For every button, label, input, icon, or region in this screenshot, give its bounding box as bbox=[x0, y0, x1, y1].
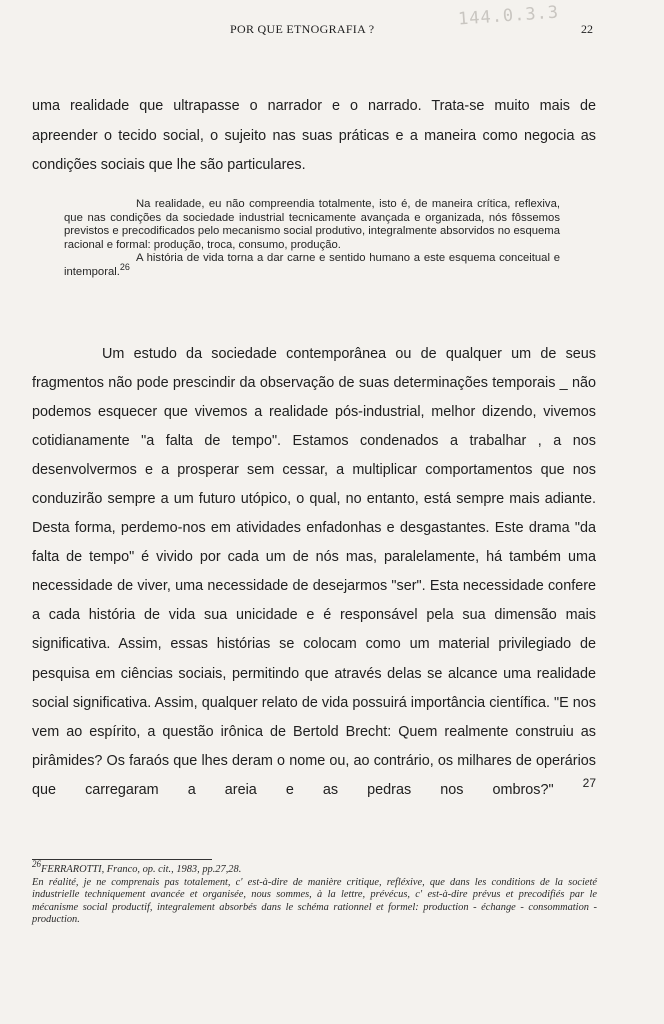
paragraph-1-line-1: uma realidade que ultrapasse o narrador e o narrado. Trata-se muito mais de bbox=[32, 98, 596, 114]
page-number: 22 bbox=[581, 22, 593, 36]
footnote-number: 26 bbox=[32, 859, 41, 869]
catalog-stamp: 144.0.3.3 bbox=[457, 2, 560, 30]
paragraph-2 bbox=[32, 340, 596, 805]
footnote-divider bbox=[32, 859, 212, 860]
quote-part-2-text: A história de vida torna a dar carne e sentido humano a este esquema conceitual e intemporal. bbox=[64, 252, 560, 278]
footnote-text: En réalité, je ne comprenais pas totalement, c' est-à-dire de manière critique, refléxive, que dans les conditions de la societé industrielle techniquement avancée et organisée, nous sommes, à la lettre, prévécus, c' est-à-dire prévus et precodifiés par le mécanisme social productif, integralement absorbés dans le schéma rationnel et formel: production - échange - consommation - production. bbox=[32, 876, 597, 925]
block-quote bbox=[64, 198, 560, 279]
footnote-ref-26: 26 bbox=[119, 261, 130, 272]
paragraph-1 bbox=[32, 92, 596, 181]
quote-part-1: Na realidade, eu não compreendia totalmente, isto é, de maneira crítica, reflexiva, que nas condições da sociedade industrial tecnicamente avançada e organizada, nós fôssemos previstos e precodificados pelo mecanismo social produtivo, integralmente absorvidos no esquema racional e formal: produção, troca, consumo, produção. bbox=[64, 198, 560, 251]
running-title: POR QUE ETNOGRAFIA ? bbox=[230, 22, 375, 36]
paragraph-1-line-3: condições sociais que lhe são particulares. bbox=[32, 157, 306, 173]
footnote-ref-27: 27 bbox=[582, 775, 596, 790]
paragraph-1-line-2: apreender o tecido social, o sujeito nas suas práticas e a maneira como negocia as bbox=[32, 127, 596, 144]
footnote-citation-line bbox=[32, 859, 597, 877]
quote-part-2 bbox=[64, 252, 560, 279]
footnote-citation: FERRAROTTI, Franco, op. cit., 1983, pp.27,28. bbox=[41, 864, 242, 875]
paragraph-2-text: Um estudo da sociedade contemporânea ou de qualquer um de seus fragmentos não pode prescindir da observação de suas determinações temporais _ não podemos esquecer que vivemos a realidade pós-industrial, melhor dizendo, vivemos cotidianamente "a falta de tempo". Estamos condenados a trabalhar , a nos desenvolvermos e a prosperar sem cessar, a multiplicar comportamentos que nos conduzirão sempre a um futuro utópico, o qual, no entanto, está sempre mais adiante. Desta forma, perdemo-nos em atividades enfadonhas e desgastantes. Este drama "da falta de tempo" é vivido por cada um de nós mas, paralelamente, há também uma necessidade de viver, uma necessidade de desejarmos "ser". Esta necessidade confere a cada história de vida sua unicidade e é responsável pela sua dimensão mais significativa. Assim, essas histórias se colocam como um material privilegiado de pesquisa em ciências sociais, permitindo que através delas se alcance uma realidade social significativa. Assim, qualquer relato de vida possuirá importância científica. "E nos vem ao espírito, a questão irônica de Bertold Brecht: Quem realmente construiu as pirâmides? Os faraós que lhes deram o nome ou, ao contrário, os milhares de operários que carregaram a areia e as pedras nos ombros?" bbox=[32, 346, 596, 798]
footnote-26 bbox=[32, 859, 597, 927]
page-header bbox=[0, 2, 664, 38]
